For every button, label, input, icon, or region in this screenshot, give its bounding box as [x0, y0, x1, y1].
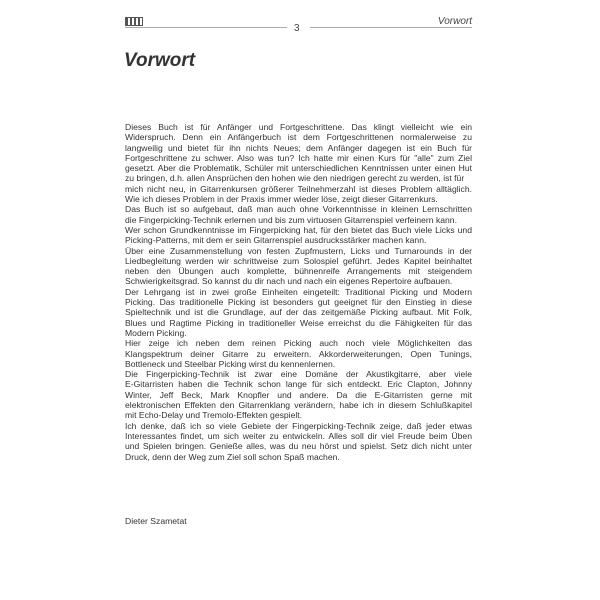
- text-line: E-Gitarristen haben die Technik schon lange für sich entdeckt. Eric Clapton, Johnny: [125, 379, 472, 390]
- text-line: Ich denke, daß ich so viele Gebiete der Fingerpicking-Technik zeige, daß jeder etwas: [125, 420, 472, 431]
- text-line: Der Lehrgang ist in zwei große Einheiten eingeteilt: Traditional Picking und Modern: [125, 286, 472, 297]
- text-line: Wer schon Grundkenntnisse im Fingerpicking hat, für den bietet das Buch viele Licks und: [125, 224, 472, 235]
- text-line: mich nicht neu, in Gitarrenkursen größerer Teilnehmerzahl ist dieses Problem alltäglich.: [125, 183, 472, 194]
- text-line: Hier zeige ich neben dem reinen Picking auch noch viele Möglichkeiten das: [125, 338, 472, 349]
- text-line: Blues und Ragtime Picking in traditioneller Weise erreichst du die Fähigkeiten für das: [125, 317, 472, 328]
- header-rule-left: [125, 27, 287, 28]
- text-line: gesetzt. Aber die Problematik, Schüler mit unterschiedlichen Kenntnissen unter einen Hut: [125, 163, 472, 174]
- running-title: Vorwort: [437, 16, 472, 27]
- text-line: Wie ich dieses Problem in der Praxis immer wieder löse, zeigt dieser Gitarrenkurs.: [125, 194, 438, 205]
- text-line: Schwierigkeitsgrad. So kannst du dir nach und nach ein eigenes Repertoire aufbauen.: [125, 276, 453, 287]
- text-line: Über eine Zusammenstellung von festen Zupfmustern, Licks und Turnarounds in der: [125, 245, 472, 256]
- body-text: [125, 122, 472, 462]
- text-line: Bottleneck und Steelbar Picking wirst du kennenlernen.: [125, 358, 336, 369]
- page-title: Vorwort: [124, 50, 196, 71]
- text-line: und Spielen bringen. Genieße alles, was du neu hörst und spielst. Setz dich nicht unter: [125, 441, 472, 452]
- text-line: Winter, Jeff Beck, Mark Knopfler und andere. Da die E-Gitarristen gerne mit: [125, 389, 472, 400]
- text-line: Die Fingerpicking-Technik ist zwar eine Domäne der Akustikgitarre, aber viele: [125, 369, 472, 380]
- text-line: Widerspruch. Denn ein Anfängerbuch ist dem Fortgeschrittenen normalerweise zu: [125, 132, 472, 143]
- text-line: Liedbegleitung werden wir schrittweise zum Solospiel geführt. Jedes Kapitel beinhaltet: [125, 255, 472, 266]
- author-signature: Dieter Szametat: [125, 516, 187, 526]
- text-line: Klangspektrum deiner Gitarre zu erweitern. Akkorderweiterungen, Open Tunings,: [125, 348, 472, 359]
- text-line: zu bringen, d.h. allen Ansprüchen den hohen wie den niedrigen gerecht zu werden, ist für: [125, 173, 465, 184]
- text-line: Druck, denn der Weg zum Ziel soll schon Spaß machen.: [125, 451, 340, 462]
- text-line: Picking. Das traditionelle Picking ist besonders gut geeignet für den Einstieg in diese: [125, 297, 472, 308]
- text-line: elektronischen Effekten den Gitarrenklang verändern, habe ich in diesem Schlußkapitel: [125, 400, 472, 411]
- text-line: mit Echo-Delay und Tremolo-Effekten gespielt.: [125, 410, 303, 421]
- text-line: Picking-Patterns, mit dem er sein Gitarrenspiel ausdrucksstärker machen kann.: [125, 235, 427, 246]
- text-line: Dieses Buch ist für Anfänger und Fortgeschrittene. Das klingt vielleicht wie ein: [125, 122, 472, 132]
- text-line: Modern Picking.: [125, 327, 187, 338]
- header-rule-right: [310, 27, 472, 28]
- text-line: Fortgeschrittene zu schwer. Also was tun? Ich hatte mir einen Kurs für "alle" zum Ziel: [125, 152, 472, 163]
- text-line: Interessantes findet, um sich weiter zu entwickeln. Alles soll dir viel Freude beim Üben: [125, 430, 472, 441]
- text-line: die Fingerpicking-Technik erlernen und bis zum virtuosen Gitarrenspiel verfeinern kann.: [125, 214, 457, 225]
- text-line: neben den Übungen auch komplette, bühnenreife Arrangements mit steigendem: [125, 266, 472, 277]
- text-line: Das Buch ist so aufgebaut, daß man auch ohne Vorkenntnisse in kleinen Lernschritten: [125, 204, 472, 215]
- text-line: Spieltechnik und ist die Grundlage, auf der das zeitgemäße Picking aufbaut. Mit Folk,: [125, 307, 472, 318]
- text-line: langweilig und bietet für ihn nichts Neues; dem Anfänger dagegen ist ein Buch für: [125, 142, 472, 153]
- page-number: 3: [294, 23, 300, 34]
- publisher-logo-icon: [125, 17, 143, 26]
